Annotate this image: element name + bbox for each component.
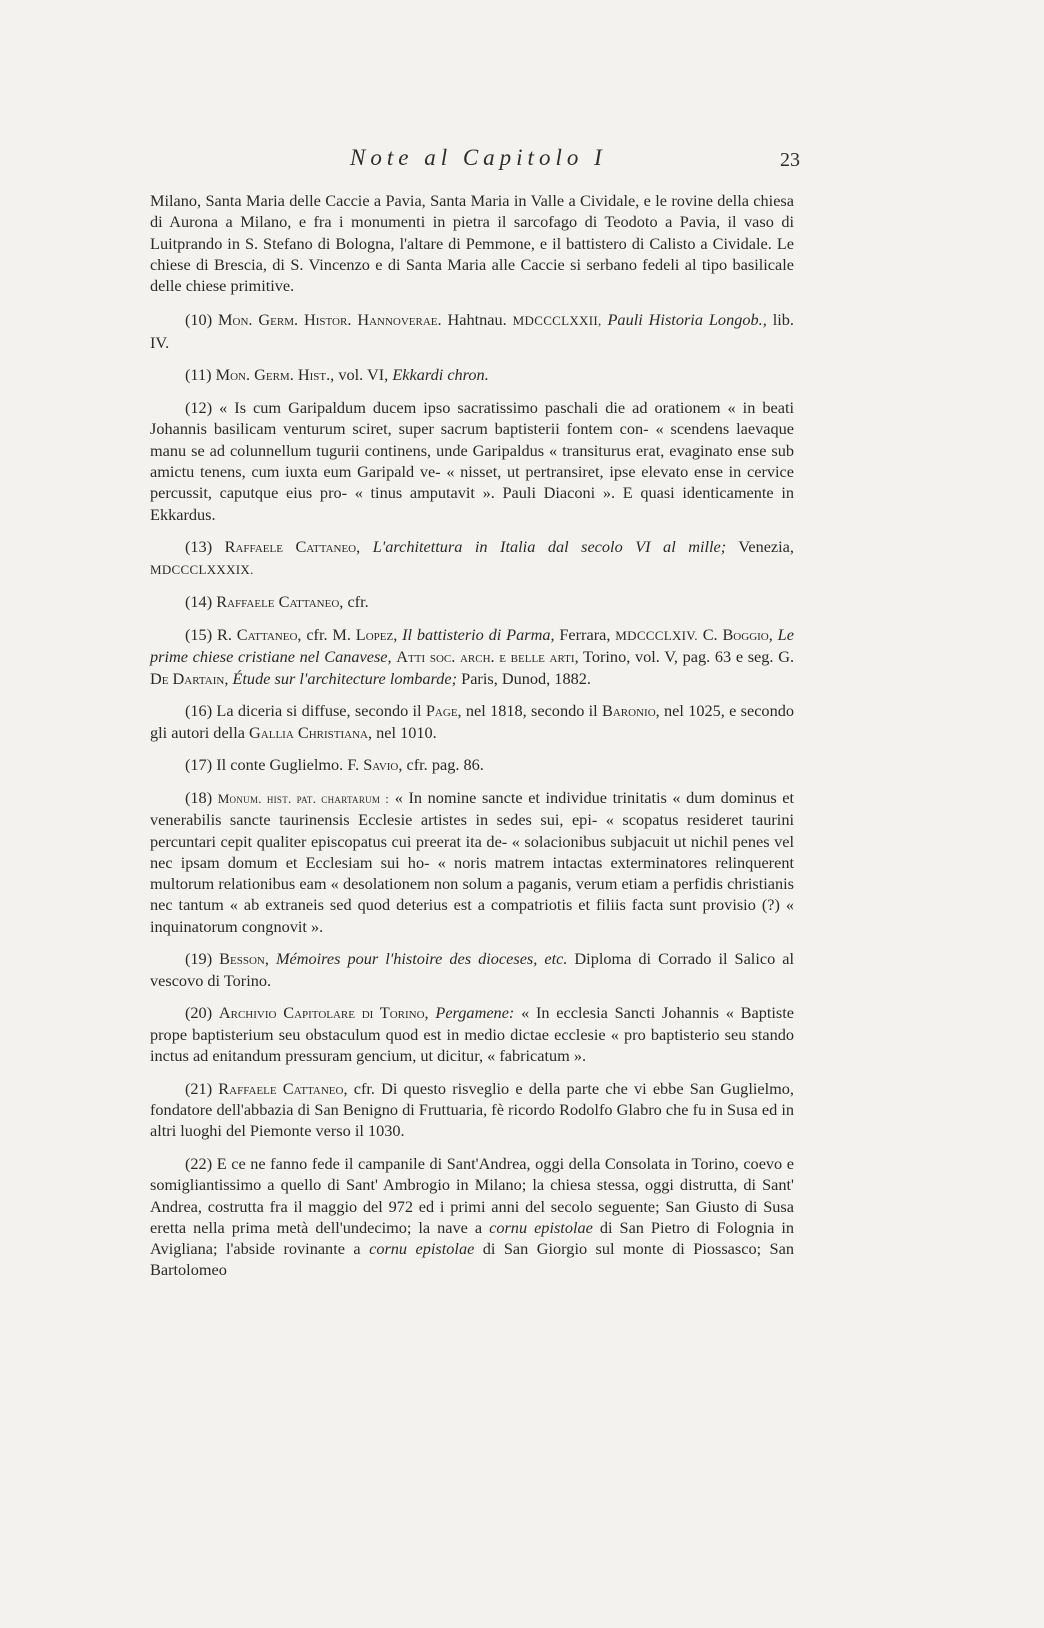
note-author: Raffaele Cattaneo, [216, 592, 344, 612]
note-number: (20) [185, 1003, 213, 1023]
note-17 [150, 754, 794, 775]
note-author: Savio, [363, 755, 403, 775]
note-work-title: L'architettura in Italia dal secolo VI al mille; [372, 537, 727, 557]
intro-paragraph: Milano, Santa Maria delle Caccie a Pavia, Santa Maria in Valle a Cividale, e le rovine della chiesa di Aurona a Milano, e fra i monumenti in pietra il sarcofago di Teodoto a Pavia, il vaso di Luitprando in S. Stefano di Bologna, l'altare di Pemmone, e il battistero di Calisto a Cividale. Le chiese di Brescia, di S. Vincenzo e di Santa Maria alle Caccie si serbano fedeli al tipo basilicale delle chiese primitive. [150, 191, 794, 296]
note-source: Atti soc. arch. e belle arti, [396, 647, 579, 667]
note-author: Page, [425, 701, 462, 721]
note-text: lib. IV. [150, 310, 794, 352]
note-text: « Is cum Garipaldum ducem ipso sacratissimo paschali die ad orationem « in beati Johannis basilicam venturum sciret, super sacrum baptisterii fontem con- « scendens laevaque manu se ad colunnellum tugurii continens, unde Garipaldus « transiturus erat, evaginato ense sub amictu tenens, cum iuxta eum Garipald ve- « nisset, ut pertransiret, ipse elevato ense in cervice percussit, caputque eius pro- « tinus amputavit ». Pauli Diaconi ». E quasi identicamente in Ekkardus. [150, 398, 794, 524]
note-number: (19) [185, 949, 213, 969]
note-author: C. Boggio, [702, 625, 773, 644]
note-work-title: Il battisterio di Parma, [402, 625, 555, 644]
note-source: Archivio Capitolare di Torino, [218, 1003, 429, 1023]
note-20 [150, 1002, 794, 1066]
page-header [150, 145, 800, 175]
note-work-title: Pergamene: [435, 1003, 515, 1023]
note-text: Diploma di Corrado il Salico al vescovo di Torino. [150, 949, 794, 990]
note-text: nel 1818, secondo il [465, 701, 598, 721]
note-work-title: Étude sur l'architecture lombarde; [232, 668, 458, 688]
note-number: (12) [185, 398, 213, 418]
note-18 [150, 787, 794, 937]
note-year: MDCCCLXXXIX. [150, 561, 254, 577]
note-21 [150, 1078, 794, 1142]
note-place: Hahtnau. [447, 310, 507, 330]
note-13 [150, 536, 794, 580]
running-title: Note al Capitolo I [350, 145, 607, 170]
note-author: Baronio, [602, 701, 660, 721]
note-work-title: Ekkardi chron. [392, 365, 489, 385]
note-author: M. Lopez, [332, 625, 398, 644]
note-number: (17) [185, 755, 213, 775]
note-11 [150, 364, 794, 385]
note-text: cfr. Di questo risveglio e della parte che vi ebbe San Guglielmo, fondatore dell'abbazia di San Benigno di Fruttuaria, fè ricordo Rodolfo Glabro che fu in Susa ed in altri luoghi del Piemonte verso il 1030. [150, 1078, 794, 1141]
note-place: Ferrara, [559, 625, 611, 644]
note-22 [150, 1153, 794, 1281]
note-text: nel 1010. [376, 722, 437, 742]
note-author: G. De Dartain, [150, 647, 795, 688]
note-year: MDCCCLXXII, [512, 313, 602, 329]
note-number: (13) [185, 537, 213, 557]
note-12 [150, 397, 794, 525]
note-italic-phrase: cornu epistolae [369, 1239, 475, 1259]
note-text: « In nomine sancte et individue trinitatis « dum dominus et venerabilis sancte taurinensis Ecclesie artistes in sedes sui, epi- « scopatus resideret taurini percuntari cepit qualiter episcopatus cui preerat ita de- « solacionibus subjacuit ut nichil penes vel nec ipsam domum et Ecclesiam sui ho- « noris matrem intactas exterminatores relinquerent multorum relationibus eam « desolationem non solum a paganis, verum etiam a perfidis christianis nec tantum « ab extraneis sed quod deterius est a compatriotis et filiis facta sunt provisio (?) « inquinatorum congnovit ». [150, 787, 794, 936]
note-text: La diceria si diffuse, secondo il [216, 701, 422, 721]
note-text: Torino, vol. V, pag. 63 e seg. [583, 647, 774, 667]
note-author: Raffaele Cattaneo, [218, 1078, 348, 1098]
note-number: (16) [185, 701, 213, 721]
note-number: (15) [185, 625, 213, 644]
note-work-title: Pauli Historia Longob., [607, 310, 767, 330]
note-number: (14) [185, 592, 213, 612]
note-author: Raffaele Cattaneo, [224, 537, 361, 557]
note-text: di San Giorgio sul monte di Piossasco; San Bartolomeo [150, 1239, 794, 1280]
page-number: 23 [780, 149, 800, 171]
note-text: di San Pietro di Folognia in Avigliana; l'abside rovinante a [150, 1217, 795, 1259]
note-work-title: Mémoires pour l'histoire des dioceses, etc. [275, 949, 568, 969]
note-text: vol. VI, [338, 365, 389, 385]
note-number: (10) [185, 310, 213, 330]
note-text: cfr. [347, 592, 369, 612]
note-text: « In ecclesia Sancti Johannis « Baptiste prope baptisterium seu obstaculum quod est in medio dictae ecclesie « pro baptisterio seu stando inctus ad enitandum pressuram gencium, ut dicitur, « fabricatum ». [150, 1003, 794, 1065]
note-text: cfr. [306, 625, 328, 644]
note-text: nel 1025, e secondo gli autori della [150, 701, 794, 742]
note-work-title: Le prime chiese cristiane nel Canavese, [150, 625, 794, 667]
note-number: (11) [185, 365, 212, 385]
note-text: Paris, Dunod, 1882. [461, 668, 591, 688]
note-author: R. Cattaneo, [216, 625, 302, 644]
note-source: Mon. Germ. Histor. Hannoverae. [218, 310, 442, 330]
note-text: E ce ne fanno fede il campanile di Sant'Andrea, oggi della Consolata in Torino, coevo e somigliantissimo a quello di Sant' Ambrogio in Milano; la chiesa stessa, oggi distrutta, di Sant' Andrea, costrutta fra il maggio del 972 ed i primi anni del secolo seguente; San Giusto di Susa eretta nella prima metà dell'undecimo; la nave a [150, 1153, 794, 1237]
note-year: MDCCCLXIV. [615, 628, 698, 643]
note-place: Venezia, [738, 537, 794, 557]
note-number: (22) [185, 1153, 213, 1173]
note-16 [150, 700, 794, 743]
note-source: Gallia Christiana, [249, 722, 373, 742]
note-text: cfr. pag. 86. [406, 755, 484, 775]
page-body [150, 190, 794, 1292]
note-14 [150, 591, 794, 612]
note-15 [150, 624, 794, 689]
note-number: (18) [185, 787, 213, 807]
note-source: Monum. hist. pat. chartarum : [217, 790, 390, 806]
note-number: (21) [185, 1078, 213, 1098]
note-italic-phrase: cornu epistolae [489, 1217, 593, 1237]
note-10 [150, 309, 794, 353]
note-text: Il conte Guglielmo. F. [216, 755, 360, 775]
note-author: Besson, [219, 949, 269, 969]
note-source: Mon. Germ. Hist., [215, 365, 335, 385]
note-19 [150, 948, 794, 991]
